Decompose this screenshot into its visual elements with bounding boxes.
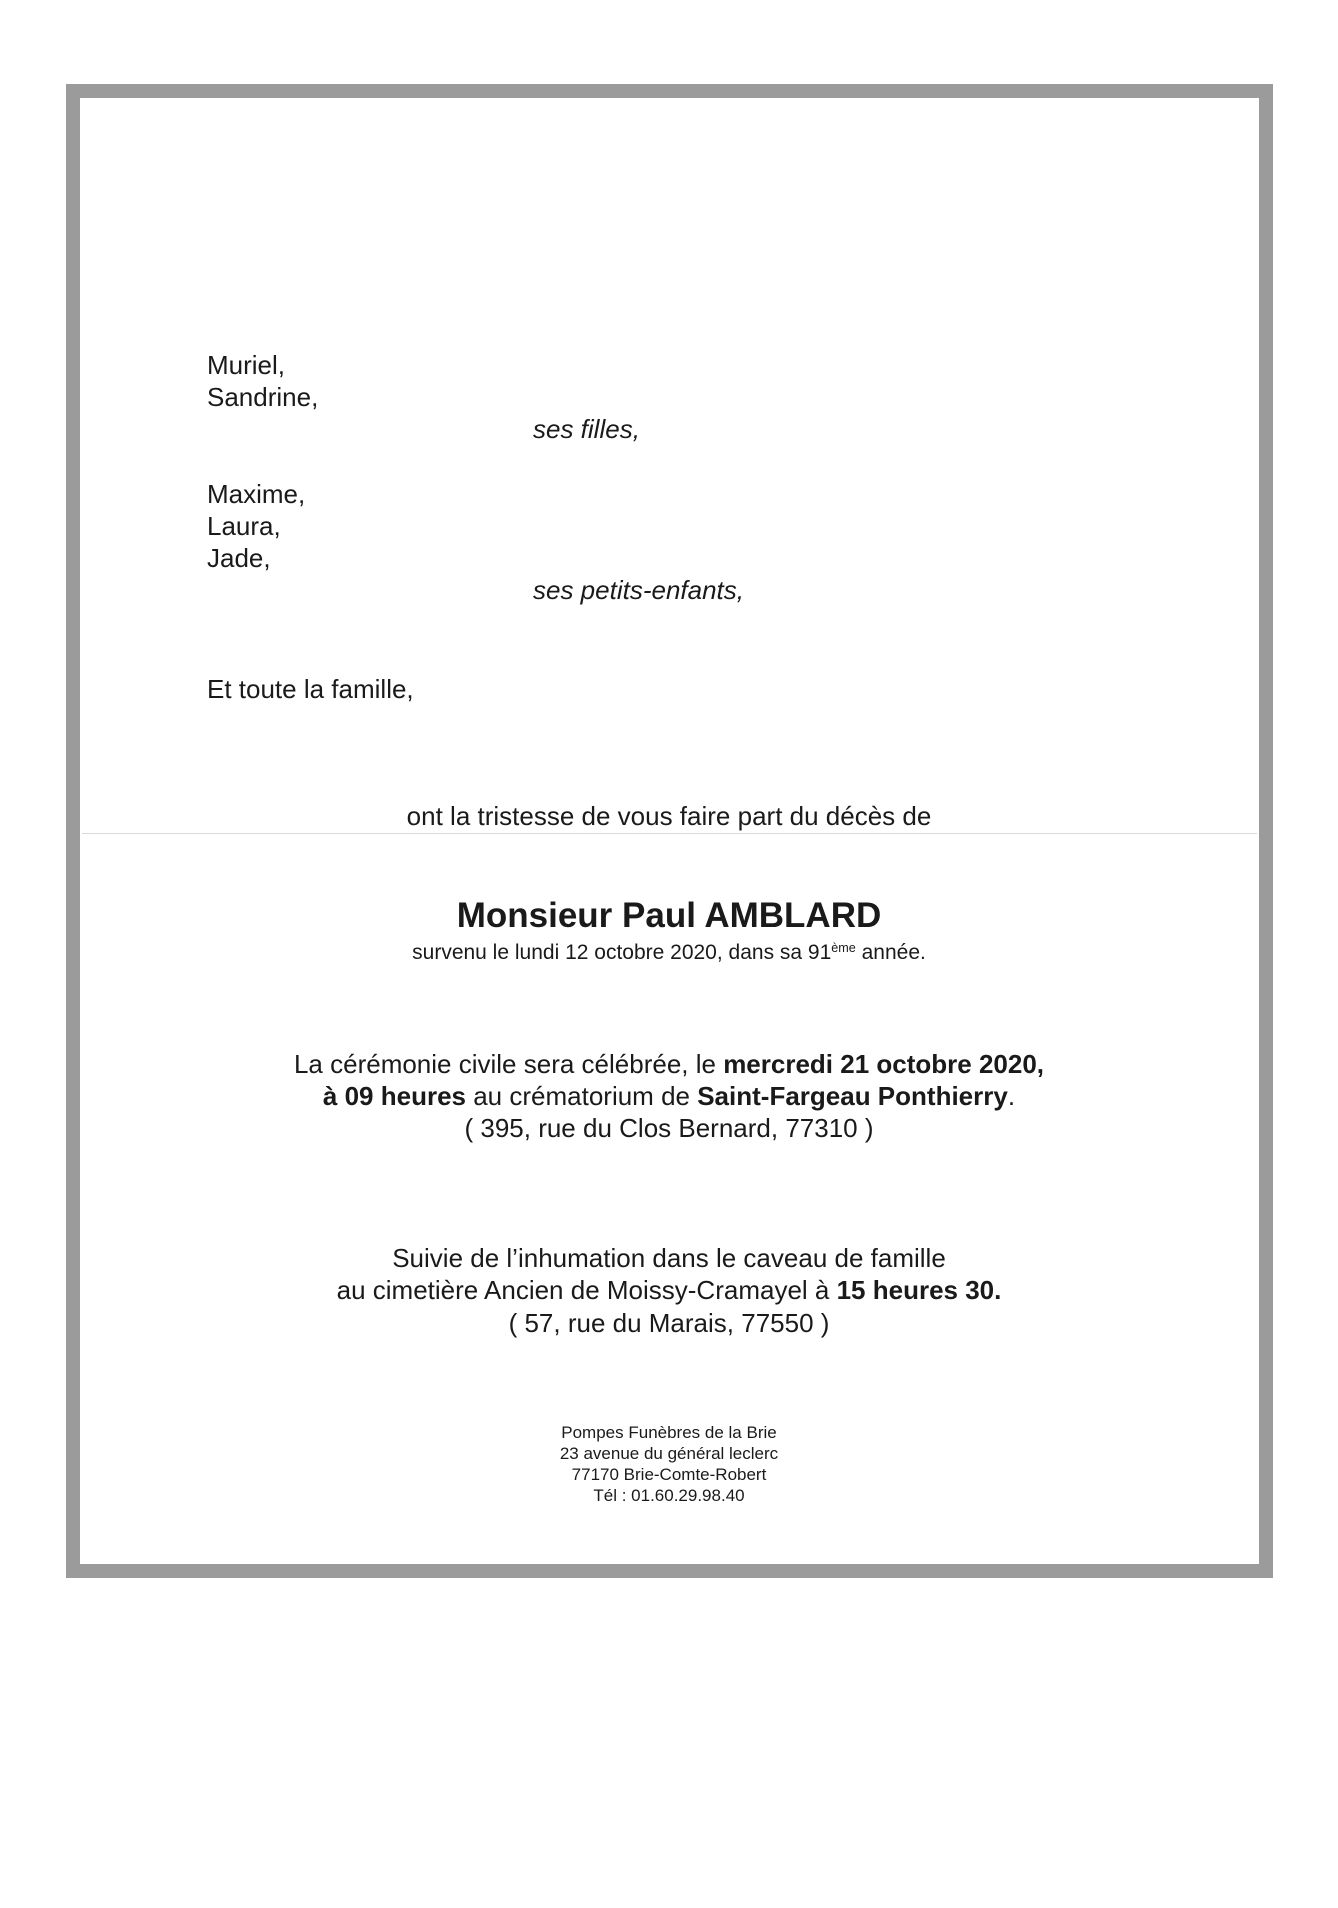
announcement-line: ont la tristesse de vous faire part du décès de bbox=[406, 801, 932, 831]
grandchild-name-3: Jade, bbox=[207, 543, 271, 573]
ceremony-time: à 09 heures bbox=[322, 1081, 466, 1111]
ceremony-line-2 bbox=[150, 1080, 1188, 1112]
deceased-name: Monsieur Paul AMBLARD bbox=[456, 896, 882, 935]
ceremony-place: Saint-Fargeau Ponthierry bbox=[697, 1081, 1008, 1111]
grandchild-name-1: Maxime, bbox=[207, 479, 306, 509]
death-details-ordinal: ème bbox=[831, 941, 856, 956]
all-family-line: Et toute la famille, bbox=[207, 674, 414, 704]
funeral-home-name: Pompes Funèbres de la Brie bbox=[561, 1423, 777, 1442]
funeral-home-phone: Tél : 01.60.29.98.40 bbox=[593, 1486, 745, 1505]
ceremony-line-1 bbox=[150, 1048, 1188, 1080]
death-details bbox=[150, 940, 1188, 966]
fold-line bbox=[82, 833, 1257, 834]
daughters-role: ses filles, bbox=[533, 414, 640, 444]
ceremony-line-1-text: La cérémonie civile sera célébrée, le bbox=[293, 1049, 724, 1079]
daughter-name-2: Sandrine, bbox=[207, 382, 319, 412]
funeral-home-city: 77170 Brie-Comte-Robert bbox=[571, 1465, 767, 1484]
grandchildren-role: ses petits-enfants, bbox=[533, 575, 744, 605]
daughter-name-1: Muriel, bbox=[207, 350, 286, 380]
death-details-main: survenu le lundi 12 octobre 2020, dans sa 91 bbox=[412, 941, 832, 964]
ceremony-line-2-end: . bbox=[1007, 1081, 1016, 1111]
burial-line-1: Suivie de l’inhumation dans le caveau de famille bbox=[392, 1243, 946, 1273]
death-details-end: année. bbox=[855, 941, 926, 964]
funeral-home-street: 23 avenue du général leclerc bbox=[559, 1444, 779, 1463]
ceremony-line-2-text: au crématorium de bbox=[466, 1081, 698, 1111]
burial-line-2-text: au cimetière Ancien de Moissy-Cramayel à bbox=[336, 1275, 837, 1305]
grandchild-name-2: Laura, bbox=[207, 511, 281, 541]
ceremony-date: mercredi 21 octobre 2020, bbox=[723, 1049, 1045, 1079]
ceremony-address: ( 395, rue du Clos Bernard, 77310 ) bbox=[464, 1113, 874, 1143]
burial-line-2 bbox=[150, 1274, 1188, 1306]
burial-address: ( 57, rue du Marais, 77550 ) bbox=[508, 1308, 830, 1338]
burial-time: 15 heures 30. bbox=[836, 1275, 1002, 1305]
